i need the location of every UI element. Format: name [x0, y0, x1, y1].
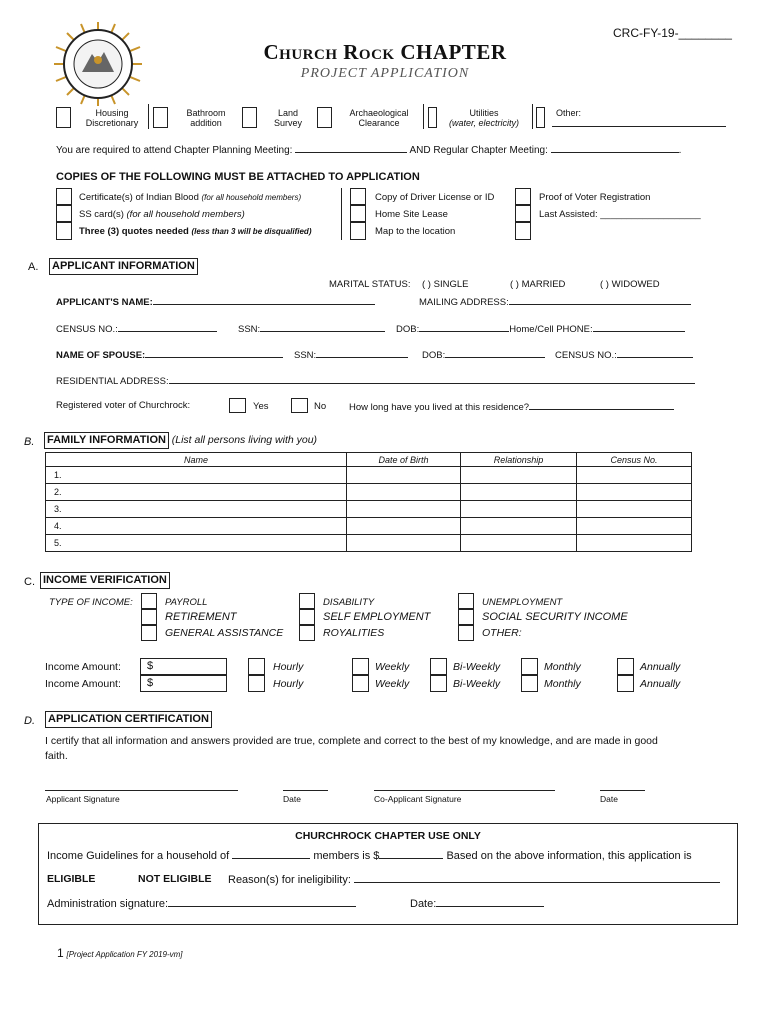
not-eligible-option[interactable]: NOT ELIGIBLE: [138, 873, 212, 885]
table-row: [46, 467, 692, 484]
census-row: CENSUS NO.:: [56, 322, 217, 335]
family-table: [45, 452, 692, 552]
relationship-cell[interactable]: [461, 535, 577, 552]
driver-license-label: Copy of Driver License or ID: [375, 192, 495, 203]
hourly-label-1: Hourly: [273, 661, 304, 673]
royalities-label: ROYALITIES: [323, 627, 385, 639]
relationship-cell[interactable]: [461, 467, 577, 484]
weekly-label-2: Weekly: [375, 678, 410, 690]
voter-no-checkbox[interactable]: [291, 398, 308, 413]
relationship-cell[interactable]: [461, 518, 577, 535]
co-applicant-signature-line[interactable]: [374, 790, 555, 791]
biweekly-checkbox-2[interactable]: [430, 675, 447, 692]
home-site-lease-checkbox[interactable]: [350, 205, 366, 222]
ss-card-checkbox[interactable]: [56, 205, 72, 222]
admin-signature-field[interactable]: [168, 897, 356, 907]
quotes-checkbox[interactable]: [56, 222, 72, 240]
row-number: 3.: [46, 501, 347, 518]
last-assisted-label: Last Assisted: ___________________: [539, 209, 701, 220]
residence-duration-field[interactable]: [529, 400, 674, 410]
census-cell[interactable]: [577, 535, 692, 552]
household-size-field[interactable]: [232, 849, 310, 859]
row-number: 4.: [46, 518, 347, 535]
income-type-label: TYPE OF INCOME:: [49, 597, 133, 608]
spouse-census-row: CENSUS NO.:: [555, 348, 693, 361]
income-amount-field-1[interactable]: $: [140, 658, 227, 675]
cib-label: Certificate(s) of Indian Blood (for all household members): [79, 192, 302, 203]
dob-cell[interactable]: [347, 467, 461, 484]
ss-card-label: SS card(s) (for all household members): [79, 209, 245, 220]
income-limit-field[interactable]: [379, 849, 443, 859]
social-security-label: SOCIAL SECURITY INCOME: [482, 611, 628, 623]
cib-checkbox[interactable]: [56, 188, 72, 205]
monthly-checkbox-1[interactable]: [521, 658, 538, 675]
monthly-label-2: Monthly: [544, 678, 581, 690]
other-income-checkbox[interactable]: [458, 625, 474, 641]
biweekly-checkbox-1[interactable]: [430, 658, 447, 675]
annually-checkbox-1[interactable]: [617, 658, 634, 675]
census-cell[interactable]: [577, 501, 692, 518]
applicant-name-row: APPLICANT'S NAME:: [56, 295, 375, 308]
admin-signature-row: Administration signature:: [47, 897, 356, 910]
archaeological-checkbox[interactable]: [317, 107, 332, 128]
voter-proof-checkbox[interactable]: [515, 188, 531, 205]
row-number: 5.: [46, 535, 347, 552]
land-survey-checkbox[interactable]: [242, 107, 257, 128]
voter-yes-label: Yes: [253, 401, 269, 412]
family-col-name: Name: [46, 453, 347, 467]
residential-address-field[interactable]: [169, 374, 695, 384]
unemployment-checkbox[interactable]: [458, 593, 474, 609]
biweekly-label-1: Bi-Weekly: [453, 661, 501, 673]
self-employment-checkbox[interactable]: [299, 609, 315, 625]
footer-note: [Project Application FY 2019-vm]: [66, 950, 183, 959]
census-cell[interactable]: [577, 484, 692, 501]
ssn-field[interactable]: [260, 322, 385, 332]
payroll-label: PAYROLL: [165, 597, 208, 608]
relationship-cell[interactable]: [461, 501, 577, 518]
admin-date-field[interactable]: [436, 897, 544, 907]
voter-proof-label: Proof of Voter Registration: [539, 192, 651, 203]
eligible-option[interactable]: ELIGIBLE: [47, 873, 96, 885]
extra-checkbox[interactable]: [515, 222, 531, 240]
page-footer: [57, 946, 183, 960]
land-survey-label: Land Survey: [273, 108, 302, 128]
voter-yes-checkbox[interactable]: [229, 398, 246, 413]
monthly-checkbox-2[interactable]: [521, 675, 538, 692]
weekly-checkbox-2[interactable]: [352, 675, 369, 692]
housing-checkbox[interactable]: [56, 107, 71, 128]
payroll-checkbox[interactable]: [141, 593, 157, 609]
social-security-checkbox[interactable]: [458, 609, 474, 625]
family-col-dob: Date of Birth: [347, 453, 461, 467]
section-b-note: (List all persons living with you): [171, 434, 318, 446]
disability-label: DISABILITY: [323, 597, 375, 608]
row-number: 1.: [46, 467, 347, 484]
section-a-title: APPLICANT INFORMATION: [49, 258, 198, 275]
other-field[interactable]: [552, 126, 726, 127]
table-row: [46, 484, 692, 501]
co-applicant-date-label: Date: [600, 794, 618, 804]
income-amount-label-1: Income Amount:: [45, 661, 121, 673]
regular-meeting-field[interactable]: [551, 143, 679, 153]
general-assistance-label: GENERAL ASSISTANCE: [165, 627, 284, 639]
disability-checkbox[interactable]: [299, 593, 315, 609]
spouse-census-field[interactable]: [617, 348, 693, 358]
family-col-relationship: Relationship: [461, 453, 577, 467]
mailing-address-row: MAILING ADDRESS:: [419, 295, 691, 308]
meeting-line: You are required to attend Chapter Planning Meeting: AND Regular Chapter Meeting: .: [56, 145, 682, 156]
annually-label-2: Annually: [640, 678, 681, 690]
dob-cell[interactable]: [347, 535, 461, 552]
applicant-signature-label: Applicant Signature: [46, 794, 120, 804]
residential-row: RESIDENTIAL ADDRESS:: [56, 374, 695, 387]
annually-label-1: Annually: [640, 661, 681, 673]
other-checkbox[interactable]: [536, 107, 545, 128]
driver-license-checkbox[interactable]: [350, 188, 366, 205]
certification-statement-1: I certify that all information and answers provided are true, complete and correct to the best of my knowledge, and are made in good: [45, 735, 658, 747]
row-number: 2.: [46, 484, 347, 501]
unemployment-label: UNEMPLOYMENT: [482, 597, 563, 608]
section-b-heading: [44, 432, 317, 449]
weekly-label-1: Weekly: [375, 661, 410, 673]
income-amount-field-2[interactable]: $: [140, 675, 227, 692]
archaeological-label: Archaeological Clearance: [349, 108, 409, 128]
other-income-label: OTHER:: [482, 627, 522, 639]
annually-checkbox-2[interactable]: [617, 675, 634, 692]
table-row: [46, 501, 692, 518]
ineligibility-row: Reason(s) for ineligibility:: [228, 873, 720, 886]
map-label: Map to the location: [375, 226, 456, 237]
voter-no-label: No: [314, 401, 327, 412]
form-number: CRC-FY-19-________: [613, 26, 732, 40]
income-guidelines-row: Income Guidelines for a household of members is $ Based on the above information, this application is: [47, 850, 692, 862]
applicant-signature-line[interactable]: [45, 790, 238, 791]
quotes-label: Three (3) quotes needed (less than 3 will be disqualified): [79, 226, 312, 237]
utilities-label: Utilities (water, electricity): [448, 108, 519, 128]
self-employment-label: SELF EMPLOYMENT: [323, 611, 431, 623]
section-d-letter: D.: [24, 715, 35, 727]
widowed-option[interactable]: ( ) WIDOWED: [600, 279, 660, 290]
section-b-title: FAMILY INFORMATION: [44, 432, 169, 449]
section-c-letter: C.: [24, 576, 35, 588]
marital-status: MARITAL STATUS:: [329, 279, 411, 290]
biweekly-label-2: Bi-Weekly: [453, 678, 501, 690]
married-option[interactable]: ( ) MARRIED: [510, 279, 566, 290]
single-option[interactable]: ( ) SINGLE: [422, 279, 469, 290]
applicant-name-field[interactable]: [153, 295, 375, 305]
bathroom-label: Bathroom addition: [186, 108, 226, 128]
home-site-lease-label: Home Site Lease: [375, 209, 448, 220]
ssn-row: SSN:: [238, 322, 385, 335]
spouse-row: NAME OF SPOUSE:: [56, 348, 283, 361]
spouse-ssn-field[interactable]: [316, 348, 408, 358]
section-d-title: APPLICATION CERTIFICATION: [45, 711, 212, 728]
spouse-dob-row: DOB:: [422, 348, 545, 361]
applicant-date-line[interactable]: [283, 790, 328, 791]
retirement-label: RETIREMENT: [165, 611, 237, 623]
income-amount-label-2: Income Amount:: [45, 678, 121, 690]
retirement-checkbox[interactable]: [141, 609, 157, 625]
certification-statement-2: faith.: [45, 750, 68, 762]
form-title: Church Rock CHAPTER: [263, 40, 507, 64]
family-col-census: Census No.: [577, 453, 692, 467]
map-checkbox[interactable]: [350, 222, 366, 240]
spouse-name-field[interactable]: [145, 348, 283, 358]
voter-label: Registered voter of Churchrock:: [56, 400, 191, 411]
dob-cell[interactable]: [347, 484, 461, 501]
planning-meeting-field[interactable]: [295, 143, 407, 153]
form-subtitle: PROJECT APPLICATION: [300, 66, 470, 81]
co-applicant-date-line[interactable]: [600, 790, 645, 791]
census-field[interactable]: [118, 322, 217, 332]
ineligibility-reason-field[interactable]: [354, 873, 720, 883]
weekly-checkbox-1[interactable]: [352, 658, 369, 675]
last-assisted-checkbox[interactable]: [515, 205, 531, 222]
co-applicant-signature-label: Co-Applicant Signature: [374, 794, 462, 804]
office-use-title: CHURCHROCK CHAPTER USE ONLY: [295, 830, 481, 842]
dob-field[interactable]: [419, 322, 509, 332]
royalities-checkbox[interactable]: [299, 625, 315, 641]
mailing-address-field[interactable]: [509, 295, 691, 305]
monthly-label-1: Monthly: [544, 661, 581, 673]
relationship-cell[interactable]: [461, 484, 577, 501]
attachments-heading: COPIES OF THE FOLLOWING MUST BE ATTACHED TO APPLICATION: [56, 171, 420, 183]
section-b-letter: B.: [24, 436, 35, 448]
admin-date-row: Date:: [410, 897, 544, 910]
spouse-ssn-row: SSN:: [294, 348, 408, 361]
hourly-checkbox-1[interactable]: [248, 658, 265, 675]
hourly-label-2: Hourly: [273, 678, 304, 690]
dob-row: DOB: Home/Cell PHONE:: [396, 322, 685, 335]
page-number: 1: [57, 946, 64, 960]
utilities-checkbox[interactable]: [428, 107, 437, 128]
section-c-title: INCOME VERIFICATION: [40, 572, 170, 589]
general-assistance-checkbox[interactable]: [141, 625, 157, 641]
applicant-date-label: Date: [283, 794, 301, 804]
spouse-dob-field[interactable]: [445, 348, 545, 358]
section-a-letter: A.: [28, 261, 39, 273]
table-row: [46, 535, 692, 552]
other-label: Other:: [556, 108, 582, 118]
table-row: [46, 518, 692, 535]
dob-cell[interactable]: [347, 518, 461, 535]
dob-cell[interactable]: [347, 501, 461, 518]
hourly-checkbox-2[interactable]: [248, 675, 265, 692]
census-cell[interactable]: [577, 467, 692, 484]
census-cell[interactable]: [577, 518, 692, 535]
residence-duration-row: How long have you lived at this residence?: [349, 400, 674, 413]
bathroom-checkbox[interactable]: [153, 107, 168, 128]
phone-field[interactable]: [593, 322, 685, 332]
housing-label: Housing Discretionary: [85, 108, 139, 128]
